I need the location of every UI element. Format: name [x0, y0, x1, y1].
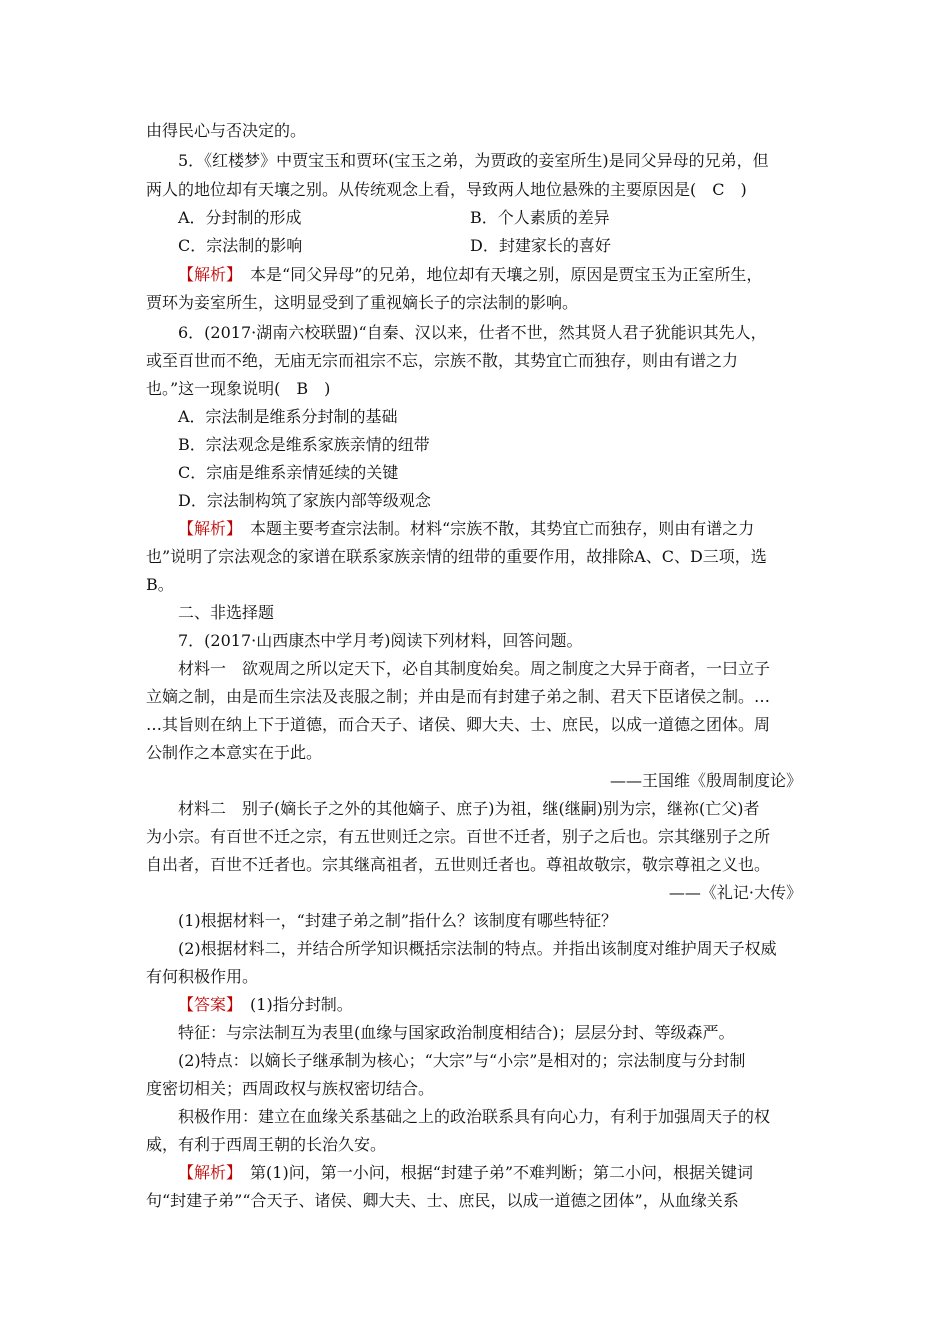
explanation-text: 第(1)问，第一小问，根据“封建子弟”不难判断；第二小问，根据关键词: [250, 1163, 754, 1182]
option-b: B．个人素质的差异: [470, 208, 610, 227]
explanation-text: 本是“同父异母”的兄弟，地位却有天壤之别，原因是贾宝玉为正室所生，: [250, 265, 763, 284]
material-2-line: 为小宗。有百世不迁之宗，有五世则迁之宗。百世不迁者，别子之后也。宗其继别子之所: [146, 827, 771, 846]
answer-line: 特征：与宗法制互为表里(血缘与国家政治制度相结合)；层层分封、等级森严。: [178, 1023, 735, 1042]
option-d: D．封建家长的喜好: [470, 236, 611, 255]
answer-line: 威，有利于西周王朝的长治久安。: [146, 1135, 387, 1154]
sub-question-2: (2)根据材料二，并结合所学知识概括宗法制的特点。并指出该制度对维护周天子权威: [178, 939, 777, 958]
material-2-source: ——《礼记·大传》: [668, 883, 802, 902]
question-5-stem: 两人的地位却有天壤之别。从传统观念上看，导致两人地位悬殊的主要原因是( C ): [146, 180, 747, 199]
explanation-line: [178, 1163, 753, 1183]
answer-line: [178, 995, 353, 1015]
section-heading: 二、非选择题: [178, 603, 275, 622]
question-6-stem: 也。”这一现象说明( B ): [146, 379, 331, 398]
explanation-line: B。: [146, 575, 174, 594]
explanation-line: 贾环为妾室所生，这明显受到了重视嫡长子的宗法制的影响。: [146, 293, 579, 312]
answer-text: (1)指分封制。: [250, 995, 353, 1014]
answer-tag: 【答案】: [178, 995, 235, 1014]
question-6-stem: 6．(2017·湖南六校联盟)“自秦、汉以来，仕者不世，然其贤人君子犹能识其先人，: [178, 323, 767, 342]
explanation-line: 也”说明了宗法观念的家谱在联系家族亲情的纽带的重要作用，故排除A、C、D三项，选: [146, 547, 767, 566]
question-7-stem: 7．(2017·山西康杰中学月考)阅读下列材料，回答问题。: [178, 631, 583, 650]
option-c: C．宗法制的影响: [178, 236, 303, 255]
material-1-line: 立嫡之制，由是而生宗法及丧服之制；并由是而有封建子弟之制、君天下臣诸侯之制。…: [146, 687, 771, 706]
material-1-line: 材料一 欲观周之所以定天下，必自其制度始矣。周之制度之大异于商者，一曰立子: [178, 659, 771, 678]
explanation-text: 本题主要考查宗法制。材料“宗族不散，其势宜亡而独存，则由有谱之力: [250, 519, 755, 538]
option-c: C．宗庙是维系亲情延续的关键: [178, 463, 399, 482]
explanation-tag: 【解析】: [178, 265, 235, 284]
material-1-line: 公制作之本意实在于此。: [146, 743, 323, 762]
option-b: B．宗法观念是维系家族亲情的纽带: [178, 435, 430, 454]
material-2-line: 材料二 别子(嫡长子之外的其他嫡子、庶子)为祖，继(继嗣)别为宗，继祢(亡父)者: [178, 799, 760, 818]
answer-line: (2)特点：以嫡长子继承制为核心；“大宗”与“小宗”是相对的；宗法制度与分封制: [178, 1051, 746, 1070]
question-5-stem: 5．《红楼梦》中贾宝玉和贾环(宝玉之弟，为贾政的妾室所生)是同父异母的兄弟，但: [178, 151, 769, 170]
explanation-tag: 【解析】: [178, 519, 235, 538]
option-a: A．宗法制是维系分封制的基础: [178, 407, 398, 426]
explanation-tag: 【解析】: [178, 1163, 235, 1182]
answer-line: 度密切相关；西周政权与族权密切结合。: [146, 1079, 435, 1098]
option-a: A．分封制的形成: [178, 208, 302, 227]
material-2-line: 自出者，百世不迁者也。宗其继高祖者，五世则迁者也。尊祖故敬宗，敬宗尊祖之义也。: [146, 855, 771, 874]
material-1-line: …其旨则在纳上下于道德，而合天子、诸侯、卿大夫、士、庶民，以成一道德之团体。周: [146, 715, 771, 734]
explanation-line: 句“封建子弟”“合天子、诸侯、卿大夫、士、庶民，以成一道德之团体”，从血缘关系: [146, 1191, 739, 1210]
answer-line: 积极作用：建立在血缘关系基础之上的政治联系具有向心力，有利于加强周天子的权: [178, 1107, 771, 1126]
explanation-line: [178, 265, 762, 285]
material-1-source: ——王国维《殷周制度论》: [609, 771, 802, 790]
option-d: D．宗法制构筑了家族内部等级观念: [178, 491, 431, 510]
sub-question-1: (1)根据材料一，“封建子弟之制”指什么？该制度有哪些特征？: [178, 911, 618, 930]
sub-question-2: 有何积极作用。: [146, 967, 259, 986]
text-line: 由得民心与否决定的。: [146, 121, 307, 140]
explanation-line: [178, 519, 754, 539]
question-6-stem: 或至百世而不绝，无庙无宗而祖宗不忘，宗族不散，其势宜亡而独存，则由有谱之力: [146, 351, 739, 370]
